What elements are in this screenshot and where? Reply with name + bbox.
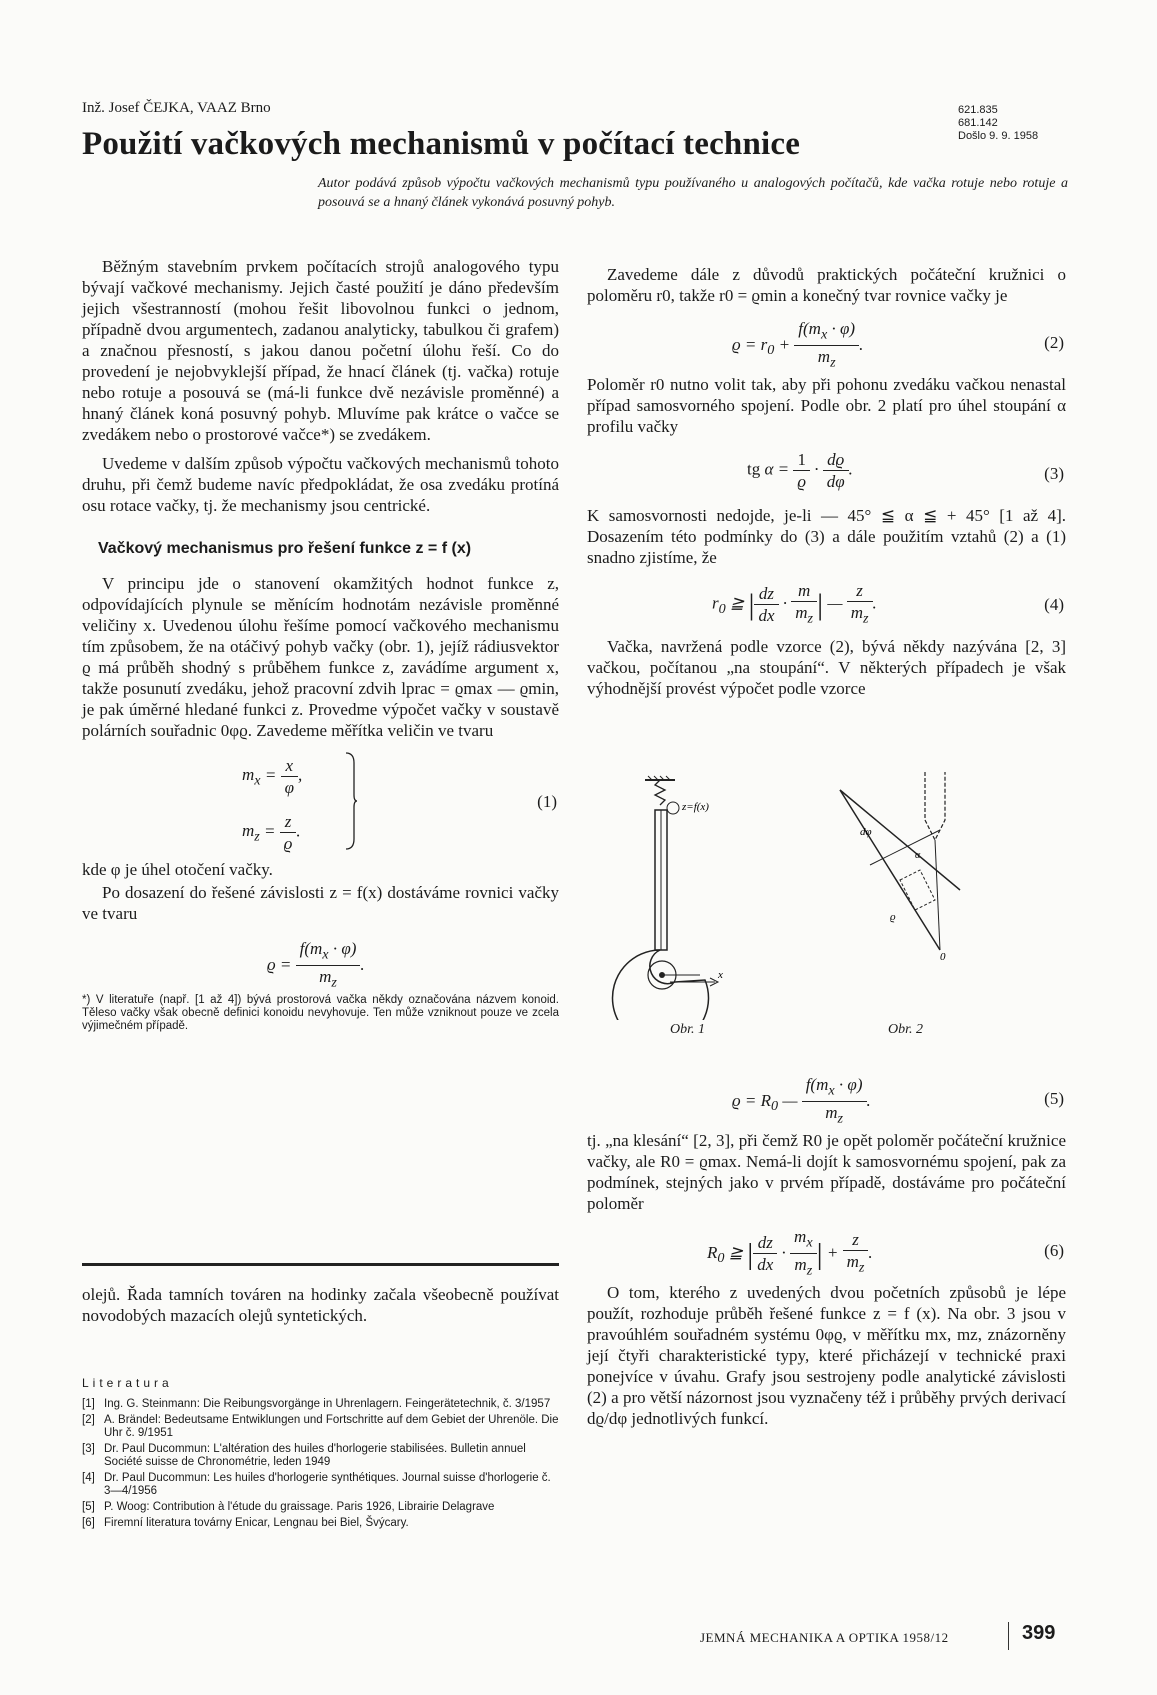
paragraph: kde φ je úhel otočení vačky. bbox=[82, 860, 273, 879]
reference-item bbox=[82, 1398, 559, 1411]
paragraph: Po dosazení do řešené závislosti z = f(x) dostáváme rovnici vačky ve tvaru bbox=[82, 883, 559, 923]
figure-2-pressure-angle bbox=[830, 770, 980, 990]
reference-item bbox=[82, 1501, 559, 1514]
svg-text:0: 0 bbox=[940, 951, 946, 963]
paragraph: Vačka, navržená podle vzorce (2), bývá někdy nazývána [2, 3] vačkou, počítanou „na stoupání“. V některých případech je však výhodnější provést výpočet podle vzorce bbox=[587, 637, 1066, 698]
references-list bbox=[82, 1398, 559, 1533]
figure-1-cam-mechanism bbox=[600, 770, 790, 1020]
brace bbox=[344, 751, 358, 851]
equation-1: $m_x$ = $\frac{x}{\varphi}$ , $m_z$ = $\frac{z}{ϱ}$ . (1) bbox=[82, 749, 559, 859]
equation-6: $R_0$ ≧ | $\frac{dz}{dx}$ · $\frac{m_x}{m_z}$ | + $\frac{z}{m_z}$ . (6) bbox=[707, 1227, 1064, 1279]
paragraph: K samosvornosti nedojde, je-li — 45° ≦ α ≦ + 45° [1 až 4]. Dosazením této podmínky do (3) a dále použitím vztahů (2) a (1) snadno zjistíme, že bbox=[587, 506, 1066, 567]
page-number: 399 bbox=[1022, 1622, 1056, 1644]
abstract: Autor podává způsob výpočtu vačkových mechanismů typu používaného u analogových počítačů, kde vačka rotuje nebo rotuje a posouvá se a hnaný článek vykonává posuvný pohyb. bbox=[318, 176, 1068, 210]
paragraph: O tom, kterého z uvedených dvou početních způsobů je lépe použít, rozhoduje průběh řešené funkce z = f (x). Na obr. 3 jsou v pravoúhlém souřadném systému 0φϱ, v měřítku mx, mz, znázorněny její čtyři charakteristické typy, které přicházejí v technické praxi ponejvíce v úvahu. Grafy jsou sestrojeny podle analytické závislosti (2) a pro větší názornost jsou vyznačeny též i průběhy prvých derivací dϱ/dφ jednotlivých funkcí. bbox=[587, 1283, 1066, 1428]
udc-code-2: 681.142 bbox=[958, 117, 998, 129]
reference-key: [3] bbox=[82, 1443, 95, 1455]
paragraph: Běžným stavebním prvkem počítacích strojů analogového typu bývají vačkové mechanismy. Jejich časté použití je dáno především jejich všestranností (mohou řešit libovolnou funkci o jednom, případně dvou argumentech, zadanou analyticky, tabulkou či grafem) a značnou přesností, s jakou danou početní úlohu řeší. Co do provedení je nejobvyklejší případ, že hnací článek (tj. vačka) rotuje nebo rotuje a posouvá se (má-li funkce dvě nezávisle proměnné) a hnaný článek koná posuvný pohyb. Mluvíme pak krátce o vačce se zvedákem nebo o prostorové vačce*) se zvedákem. bbox=[82, 257, 559, 444]
reference-key: [5] bbox=[82, 1501, 95, 1513]
footer-divider bbox=[1008, 1622, 1009, 1650]
references-heading: Literatura bbox=[82, 1376, 173, 1390]
journal-footer: JEMNÁ MECHANIKA A OPTIKA 1958/12 bbox=[700, 1630, 949, 1645]
reference-key: [2] bbox=[82, 1414, 95, 1426]
reference-item bbox=[82, 1443, 559, 1469]
left-column bbox=[82, 256, 559, 1033]
article-separator bbox=[82, 1263, 559, 1266]
equation-cam: ϱ = $\frac{f(m_x \cdot \varphi)}{m_z}$ . bbox=[267, 939, 365, 991]
figure-1-label: z=f(x) bbox=[682, 801, 709, 813]
equation-number: (3) bbox=[1044, 464, 1064, 483]
previous-article-tail bbox=[82, 1284, 559, 1334]
reference-key: [6] bbox=[82, 1517, 95, 1529]
reference-text: Firemní literatura továrny Enicar, Lengnau bei Biel, Švýcary. bbox=[104, 1517, 409, 1529]
equation-3: tg α = $\frac{1}{ϱ}$ · $\frac{dϱ}{d\varphi}$ . (3) bbox=[747, 450, 1064, 491]
svg-text:dφ: dφ bbox=[860, 826, 872, 838]
right-column-lower bbox=[587, 1070, 1066, 1437]
reference-text: A. Brändel: Bedeutsame Entwiklungen und Fortschritte auf dem Gebiet der Uhrenöle. Die Uhr č. 9/1951 bbox=[104, 1414, 559, 1439]
equation-number: (6) bbox=[1044, 1241, 1064, 1260]
equation-number: (2) bbox=[1044, 333, 1064, 352]
figure-1-caption: Obr. 1 bbox=[670, 1022, 706, 1037]
article-title: Použití vačkových mechanismů v počítací technice bbox=[82, 126, 801, 162]
reference-key: [4] bbox=[82, 1472, 95, 1484]
reference-text: P. Woog: Contribution à l'étude du graissage. Paris 1926, Librairie Delagrave bbox=[104, 1501, 495, 1513]
paragraph: Uvedeme v dalším způsob výpočtu vačkových mechanismů tohoto druhu, při čemž budeme navíc předpokládat, že osa zvedáku protíná osu rotace vačky, tj. že mechanismy jsou centrické. bbox=[82, 454, 559, 515]
reference-text: Dr. Paul Ducommun: Les huiles d'horlogerie synthétiques. Journal suisse d'horlogerie č. 3—4/1956 bbox=[104, 1472, 551, 1497]
paragraph: Zavedeme dále z důvodů praktických počáteční kružnici o poloměru r0, takže r0 = ϱmin a konečný tvar rovnice vačky je bbox=[587, 265, 1066, 305]
section-heading: Vačkový mechanismus pro řešení funkce z = f (x) bbox=[98, 540, 472, 557]
equation-4: $r_0$ ≧ | $\frac{dz}{dx}$ · $\frac{m}{m_z}$ | — $\frac{z}{m_z}$ . (4) bbox=[712, 581, 1064, 627]
figure-2-caption: Obr. 2 bbox=[888, 1022, 924, 1037]
udc-code-1: 621.835 bbox=[958, 104, 998, 116]
equation-number: (1) bbox=[537, 792, 557, 811]
paragraph: tj. „na klesání“ [2, 3], při čemž R0 je opět poloměr počáteční kružnice vačky, ale R0 = ϱmax. Nemá-li dojít k samosvornému spojení, pak za podmínek, stejných jako v prvém případě, dostáváme pro počáteční poloměr bbox=[587, 1131, 1066, 1213]
equation-2: $ϱ = r_0$ + $\frac{f(m_x \cdot \varphi)}{m_z}$ . (2) bbox=[732, 319, 1064, 371]
reference-item bbox=[82, 1472, 559, 1498]
reference-item bbox=[82, 1517, 559, 1530]
equation-5: $ϱ = R_0$ — $\frac{f(m_x \cdot \varphi)}{m_z}$ . (5) bbox=[732, 1075, 1064, 1127]
paragraph: V principu jde o stanovení okamžitých hodnot funkce z, odpovídajících plynule se měnícím hodnotám nezávisle proměnné veličiny x. Uvedenou úlohu řešíme pomocí vačkového mechanismu tím způsobem, že na otáčivý pohyb vačky (obr. 1), jejíž rádiusvektor ϱ má průběh shodný s průběhem funkce z, zavádíme argument x, takže posunutí zvedáku, jehož pracovní zdvih lprac = ϱmax — ϱmin, je pak úměrné hledané funkci z. Provedme výpočet vačky v soustavě polárních souřadnic 0φϱ. Zavedeme měřítka veličin ve tvaru bbox=[82, 574, 559, 740]
svg-text:α: α bbox=[915, 850, 921, 861]
footnote: *) V literatuře (např. [1 až 4]) bývá prostorová vačka někdy označována názvem konoid. Těleso vačky však obecně definici konoidu nevyhovuje. Ten může vzniknout pouze ve zcela výjimečném případě. bbox=[82, 994, 559, 1032]
reference-key: [1] bbox=[82, 1398, 95, 1410]
reference-item bbox=[82, 1414, 559, 1440]
paragraph: olejů. Řada tamních továren na hodinky začala všeobecně používat novodobých mazacích olejů syntetických. bbox=[82, 1285, 559, 1325]
equation-number: (5) bbox=[1044, 1089, 1064, 1108]
svg-text:ϱ: ϱ bbox=[890, 911, 896, 923]
equation-number: (4) bbox=[1044, 595, 1064, 614]
author-line: Inž. Josef ČEJKA, VAAZ Brno bbox=[82, 100, 271, 116]
received-date: Došlo 9. 9. 1958 bbox=[958, 130, 1039, 142]
reference-text: Dr. Paul Ducommun: L'altération des huiles d'horlogerie stabilisées. Bulletin annuel Société suisse de Chronométrie, leden 1949 bbox=[104, 1443, 526, 1468]
svg-text:x: x bbox=[718, 969, 723, 981]
paragraph: Poloměr r0 nutno volit tak, aby při pohonu zvedáku vačkou nenastal případ samosvorného spojení. Podle obr. 2 platí pro úhel stoupání α profilu vačky bbox=[587, 375, 1066, 436]
udc-codes bbox=[958, 104, 1038, 143]
reference-text: Ing. G. Steinmann: Die Reibungsvorgänge in Uhrenlagern. Feingerätetechnik, č. 3/1957 bbox=[104, 1398, 551, 1410]
